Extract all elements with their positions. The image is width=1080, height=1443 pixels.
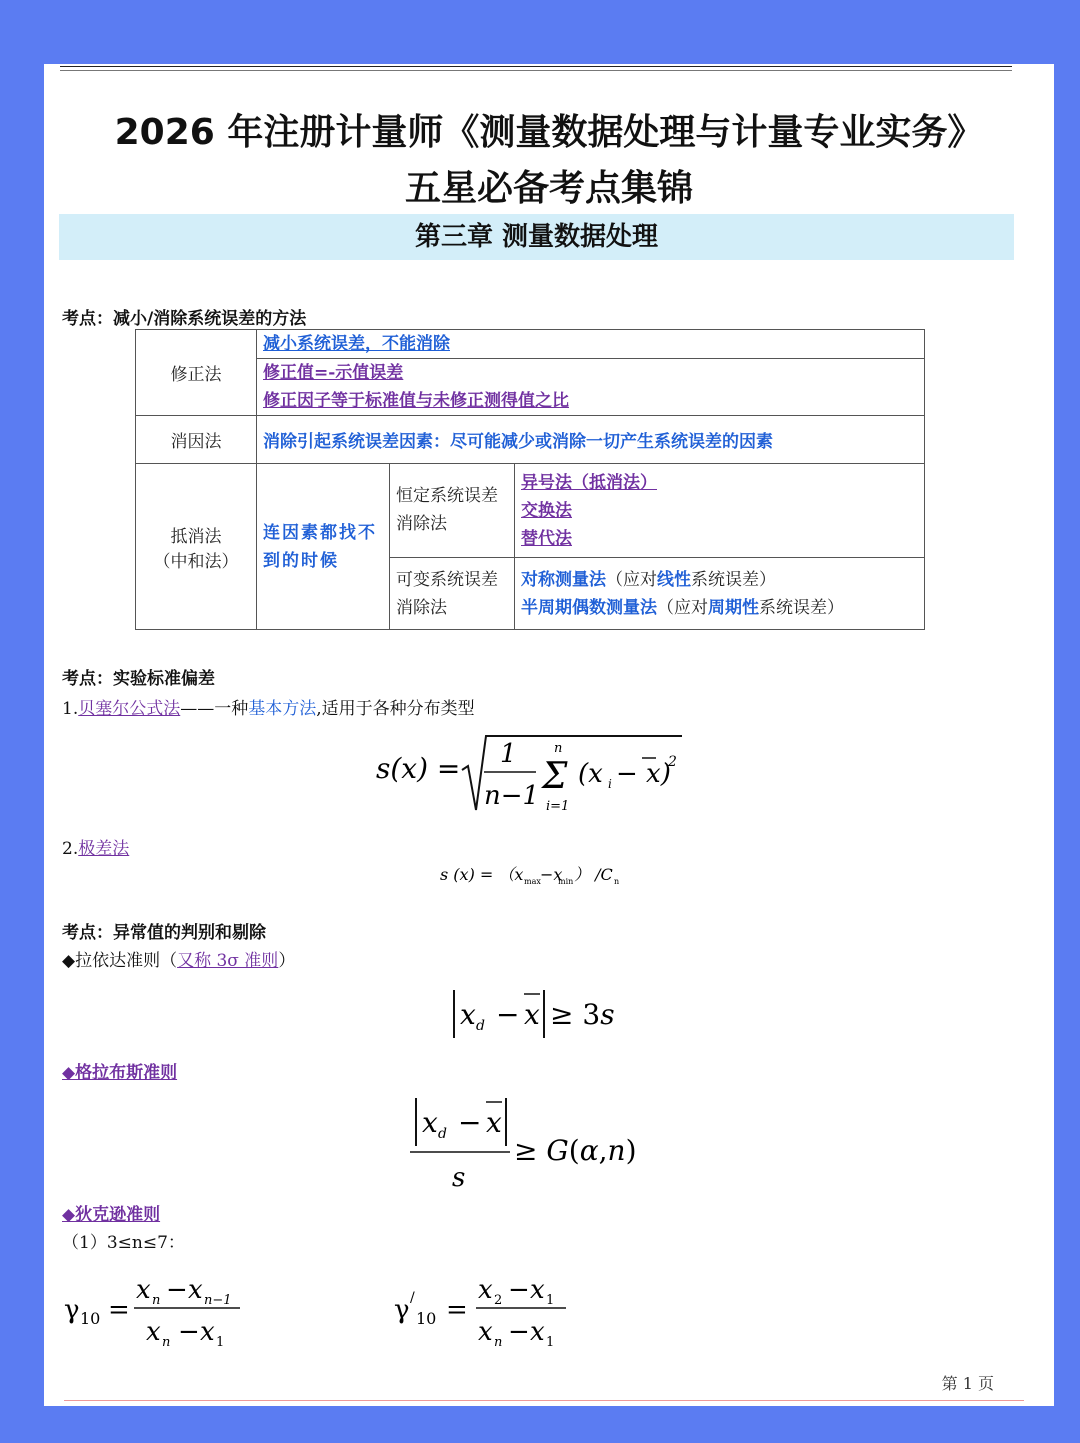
row-label-elimination: 消因法 [136,416,257,464]
svg-text:− x): − x) [616,759,671,789]
svg-text:min: min [558,877,574,886]
svg-text:2: 2 [494,1293,503,1308]
svg-text:x: x [524,998,540,1031]
title-line-1: 2026 年注册计量师《测量数据处理与计量专业实务》 [114,112,984,153]
svg-text:n−1: n−1 [484,781,540,811]
row-label-offset: 抵消法 [170,526,222,547]
bottom-rule [64,1400,1024,1401]
section-heading-outliers: 考点：异常值的判别和剔除 [62,923,266,943]
svg-text:n: n [162,1335,171,1350]
svg-text:x: x [486,1106,502,1139]
dixon-condition: （1）3≤n≤7： [62,1233,185,1253]
svg-text:γ: γ [394,1295,410,1325]
svg-text:x: x [188,1275,203,1305]
svg-text:−x: −x [540,865,563,884]
row-label-offset-sub: （中和法） [153,551,239,572]
document-page [44,64,1054,1406]
svg-text:−: − [508,1275,530,1305]
svg-text:−: − [458,1106,482,1139]
range-item: 2.极差法 [62,839,130,859]
svg-text:i=1: i=1 [546,799,570,814]
svg-text:≥ 3s: ≥ 3s [550,998,615,1031]
const-method-1: 异号法（抵消法） [521,472,657,493]
svg-text:i: i [608,777,612,791]
correction-item-3: 修正因子等于标准值与未修正测得值之比 [263,391,569,411]
pauta-criterion: ◆拉依达准则（又称 3σ 准则） [62,951,296,971]
bessel-formula [372,730,692,820]
svg-text:max: max [524,877,541,886]
svg-text:=: = [446,1295,468,1325]
svg-text:2: 2 [668,754,677,770]
svg-text:10: 10 [416,1309,437,1328]
svg-text:n: n [494,1335,503,1350]
svg-text:−: − [508,1317,530,1347]
elimination-text: 消除引起系统误差因素：尽可能减少或消除一切产生系统误差的因素 [257,416,925,464]
row-label-correction: 修正法 [136,330,257,416]
var-method-1: 对称测量法（应对线性系统误差） [521,569,776,590]
correction-item-1: 减小系统误差，不能消除 [263,334,450,354]
svg-text:d: d [476,1018,485,1034]
title-line-2: 五星必备考点集锦 [404,168,693,209]
dixon-formula-r10-prime [394,1268,584,1352]
svg-text:−: − [178,1317,200,1347]
svg-text:x: x [146,1317,161,1347]
svg-text:1: 1 [546,1293,555,1308]
svg-text:−: − [496,998,520,1031]
svg-text:x: x [478,1275,493,1305]
svg-text:n: n [554,741,563,756]
svg-text:x: x [530,1275,545,1305]
bessel-item: 1.贝塞尔公式法——一种基本方法,适用于各种分布类型 [62,699,475,719]
grubbs-formula [410,1094,660,1194]
svg-text:Σ: Σ [542,756,568,797]
svg-text:n: n [614,877,620,886]
offset-condition: 连因素都找不到的时候 [257,464,390,630]
grubbs-criterion: ◆格拉布斯准则 [62,1063,178,1083]
svg-text:−: − [166,1275,188,1305]
svg-text:10: 10 [80,1309,101,1328]
svg-text:=: = [108,1295,130,1325]
const-method-3: 替代法 [521,528,572,549]
range-formula [438,860,638,890]
svg-text:n−1: n−1 [204,1293,232,1308]
svg-text:1: 1 [216,1335,225,1350]
variable-error-label: 可变系统误差消除法 [390,558,515,630]
svg-text:x: x [460,998,476,1031]
section-heading-std-dev: 考点：实验标准偏差 [62,669,215,689]
svg-text:γ: γ [64,1295,80,1325]
correction-item-2: 修正值=-示值误差 [263,363,404,383]
dixon-criterion: ◆狄克逊准则 [62,1205,161,1225]
svg-text:s: s [452,1163,466,1193]
svg-text:x: x [136,1275,151,1305]
page-number: 第 1 页 [941,1374,994,1393]
svg-text:） /C: ） /C [574,865,613,884]
svg-text:d: d [438,1126,447,1142]
pauta-formula [450,986,620,1042]
top-rule [60,66,1012,67]
svg-text:s(x) =: s(x) = [376,752,461,785]
svg-text:x: x [530,1317,545,1347]
section-heading-systematic-error: 考点：减小/消除系统误差的方法 [62,309,307,329]
top-rule-thin [60,70,1012,71]
svg-text:x: x [478,1317,493,1347]
svg-text:/: / [410,1290,415,1306]
svg-text:s (x) = （x: s (x) = （x [440,865,524,884]
svg-text:n: n [152,1293,161,1308]
svg-text:x: x [200,1317,215,1347]
svg-text:(x: (x [578,759,603,789]
svg-text:≥ G(α,n): ≥ G(α,n) [514,1134,637,1167]
chapter-banner: 第三章 测量数据处理 [59,214,1014,260]
svg-text:1: 1 [546,1335,555,1350]
svg-text:1: 1 [500,739,517,769]
constant-error-label: 恒定系统误差消除法 [390,464,515,558]
dixon-formula-r10 [64,1268,254,1352]
var-method-2: 半周期偶数测量法（应对周期性系统误差） [521,597,844,618]
systematic-error-table [135,329,925,630]
svg-text:x: x [422,1106,438,1139]
const-method-2: 交换法 [521,500,572,521]
